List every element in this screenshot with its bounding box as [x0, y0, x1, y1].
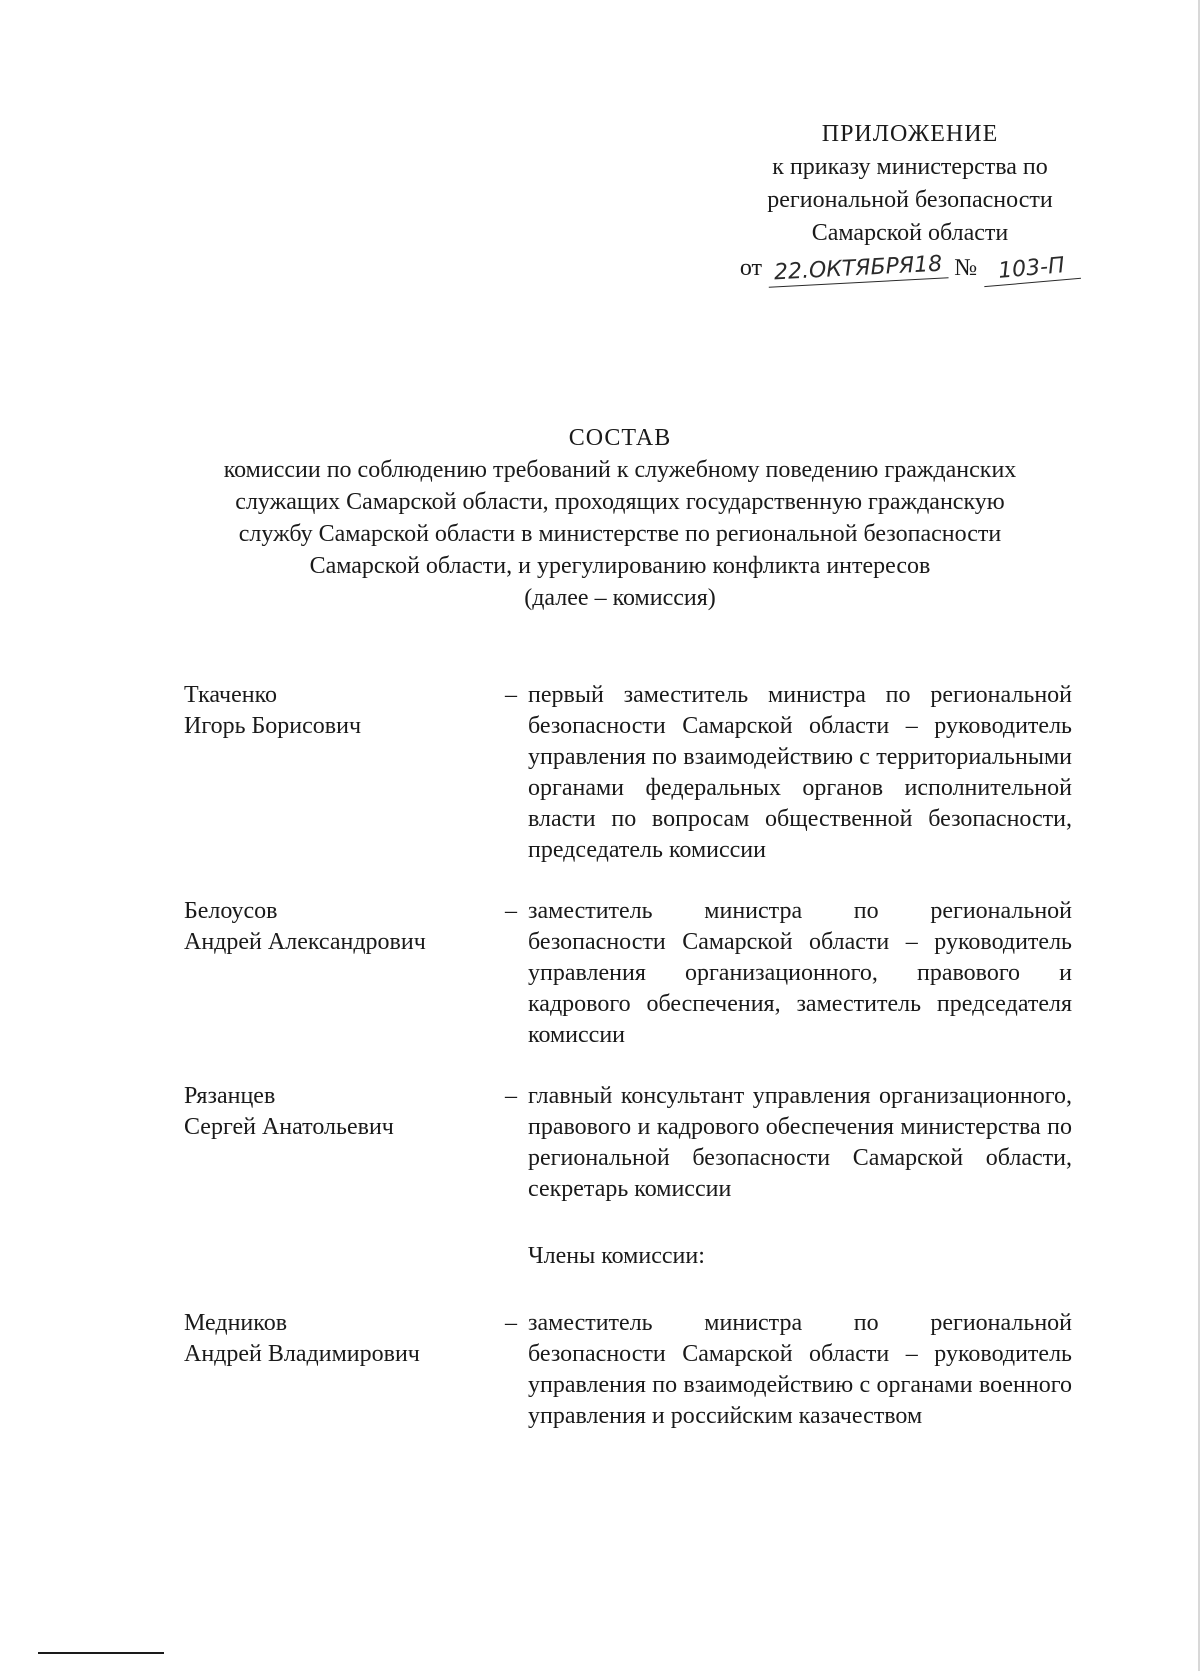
- number-prefix: №: [954, 255, 978, 281]
- appendix-line-2: региональной безопасности: [767, 187, 1053, 213]
- heading-title: СОСТАВ: [568, 425, 672, 451]
- member-surname: Рязанцев: [184, 1083, 276, 1109]
- member-row: [184, 680, 1084, 866]
- appendix-date-line: [720, 252, 1100, 285]
- member-dash: –: [505, 1083, 517, 1109]
- member-position: заместитель министра по региональной безопасности Самарской области – руководитель управления по взаимодействию с органами военного управления и российским казачеством: [528, 1310, 1072, 1429]
- heading-line-4: Самарской области, и урегулированию конфликта интересов: [309, 553, 931, 579]
- member-row: [184, 1308, 1084, 1432]
- member-name: [184, 896, 494, 1051]
- heading-line-2: служащих Самарской области, проходящих государственную гражданскую: [235, 489, 1005, 515]
- appendix-line-3: Самарской области: [811, 220, 1009, 246]
- member-name: [184, 1081, 494, 1205]
- member-position: главный консультант управления организационного, правового и кадрового обеспечения министерства по региональной безопасности Самарской области, секретарь комиссии: [528, 1083, 1072, 1202]
- member-name: [184, 680, 494, 866]
- member-dash: –: [505, 898, 517, 924]
- member-row: [184, 1081, 1084, 1205]
- date-prefix: от: [739, 255, 762, 281]
- appendix-title: ПРИЛОЖЕНИЕ: [821, 121, 999, 147]
- member-given-name: Андрей Александрович: [184, 929, 426, 955]
- member-dash: –: [505, 682, 517, 708]
- members-section-label: Члены комиссии:: [528, 1243, 705, 1269]
- heading-line-5: (далее – комиссия): [524, 585, 716, 611]
- member-surname: Медников: [184, 1310, 288, 1336]
- handwritten-date: 22.ОКТЯБРЯ18: [767, 251, 948, 287]
- heading-line-3: службу Самарской области в министерстве по региональной безопасности: [238, 521, 1002, 547]
- member-surname: Ткаченко: [184, 682, 278, 708]
- appendix-line-1: к приказу министерства по: [772, 154, 1048, 180]
- member-position: заместитель министра по региональной безопасности Самарской области – руководитель управления организационного, правового и кадрового обеспечения, заместитель председателя комиссии: [528, 898, 1072, 1048]
- composition-heading: [150, 422, 1090, 614]
- member-surname: Белоусов: [184, 898, 278, 924]
- appendix-block: [720, 118, 1100, 285]
- footnote-rule: [38, 1652, 164, 1654]
- member-position: первый заместитель министра по региональной безопасности Самарской области – руководитель управления по взаимодействию с территориальными органами федеральных органов исполнительной власти по вопросам общественной безопасности, председатель комиссии: [528, 682, 1072, 863]
- member-row: [184, 896, 1084, 1051]
- member-given-name: Андрей Владимирович: [184, 1341, 420, 1367]
- member-dash: –: [505, 1310, 517, 1336]
- heading-line-1: комиссии по соблюдению требований к служебному поведению гражданских: [223, 457, 1017, 483]
- member-given-name: Сергей Анатольевич: [184, 1114, 394, 1140]
- member-given-name: Игорь Борисович: [184, 713, 362, 739]
- handwritten-number: 103-П: [982, 252, 1081, 287]
- member-name: [184, 1308, 494, 1432]
- members-list: [184, 680, 1084, 1432]
